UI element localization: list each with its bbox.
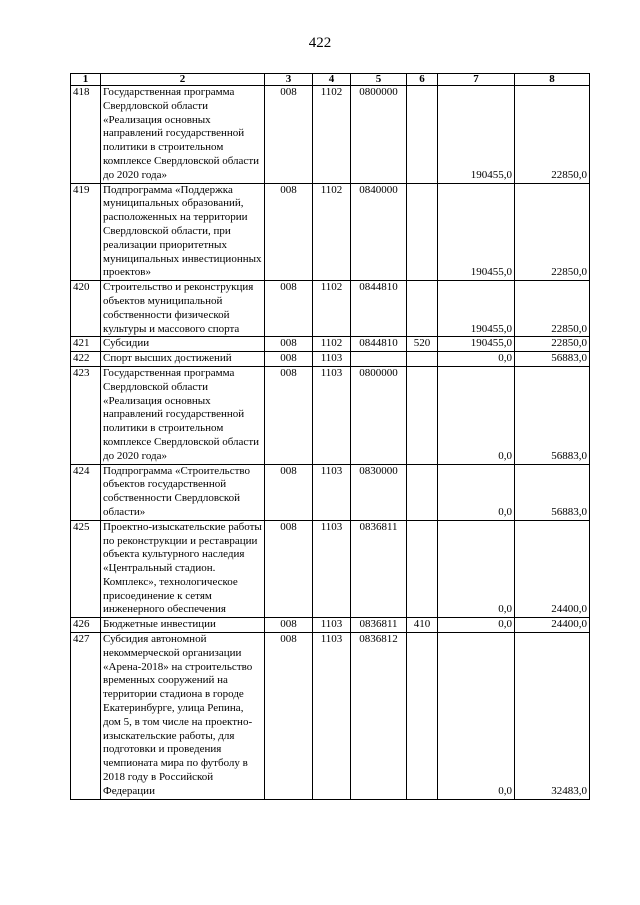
cell-col-8: 22850,0 xyxy=(515,86,590,184)
cell-item-name xyxy=(101,281,265,337)
cell-row-number: 420 xyxy=(71,281,101,337)
cell-item-name xyxy=(101,633,265,800)
item-name-line: до 2020 года» xyxy=(103,168,167,181)
cell-row-number: 427 xyxy=(71,633,101,800)
cell-col-4: 1103 xyxy=(313,633,351,800)
cell-col-4: 1102 xyxy=(313,183,351,281)
cell-col-8: 56883,0 xyxy=(515,366,590,464)
cell-row-number: 426 xyxy=(71,618,101,633)
item-name-line: Федерации xyxy=(103,784,155,797)
cell-col-8: 56883,0 xyxy=(515,464,590,520)
cell-col-5: 0830000 xyxy=(351,464,407,520)
item-name-line: комплексе Свердловской области xyxy=(103,154,260,167)
cell-col-6 xyxy=(407,281,438,337)
cell-col-4: 1103 xyxy=(313,366,351,464)
item-name-line: муниципальных образований, xyxy=(103,197,244,210)
table-row xyxy=(71,86,590,184)
item-name-line: собственности физической xyxy=(103,308,230,321)
table-row xyxy=(71,281,590,337)
cell-col-8: 22850,0 xyxy=(515,183,590,281)
table-row xyxy=(71,352,590,367)
item-name-line: собственности Свердловской xyxy=(103,492,241,505)
cell-col-7: 190455,0 xyxy=(438,281,515,337)
item-name-line: Екатеринбурге, улица Репина, xyxy=(103,702,244,715)
cell-col-3: 008 xyxy=(265,366,313,464)
header-col-6: 6 xyxy=(407,74,438,86)
item-name-line: Проектно-изыскательские работы xyxy=(103,520,262,533)
cell-col-4: 1102 xyxy=(313,281,351,337)
item-name-line: Спорт высших достижений xyxy=(103,352,232,365)
cell-col-3: 008 xyxy=(265,520,313,618)
item-name-line: территории стадиона в городе xyxy=(103,688,244,701)
cell-item-name xyxy=(101,618,265,633)
item-name-line: политики в строительном xyxy=(103,141,224,154)
cell-item-name xyxy=(101,183,265,281)
cell-col-3: 008 xyxy=(265,618,313,633)
item-name-line: по реконструкции и реставрации xyxy=(103,534,258,547)
cell-col-6 xyxy=(407,520,438,618)
cell-col-6 xyxy=(407,352,438,367)
table-row xyxy=(71,464,590,520)
header-col-1: 1 xyxy=(71,74,101,86)
cell-col-7: 0,0 xyxy=(438,464,515,520)
item-name-line: Свердловской области, при xyxy=(103,224,231,237)
header-col-8: 8 xyxy=(515,74,590,86)
cell-item-name xyxy=(101,464,265,520)
item-name-line: 2018 году в Российской xyxy=(103,771,214,784)
item-name-line: Комплекс», технологическое xyxy=(103,575,238,588)
cell-item-name xyxy=(101,352,265,367)
item-name-line: Субсидия автономной xyxy=(103,633,207,646)
table-row xyxy=(71,520,590,618)
cell-col-7: 0,0 xyxy=(438,618,515,633)
item-name-line: дом 5, в том числе на проектно- xyxy=(103,715,253,728)
cell-row-number: 418 xyxy=(71,86,101,184)
table-header xyxy=(71,74,590,86)
table-row xyxy=(71,633,590,800)
item-name-line: Субсидии xyxy=(103,337,150,350)
item-name-line: «Центральный стадион. xyxy=(103,562,216,575)
cell-col-7: 0,0 xyxy=(438,520,515,618)
item-name-line: до 2020 года» xyxy=(103,449,167,462)
cell-col-5: 0836812 xyxy=(351,633,407,800)
item-name-line: области» xyxy=(103,505,146,518)
cell-col-6: 520 xyxy=(407,337,438,352)
item-name-line: временных сооружений на xyxy=(103,674,228,687)
table-row xyxy=(71,366,590,464)
item-name-line: Свердловской области xyxy=(103,380,208,393)
item-name-line: муниципальных инвестиционных xyxy=(103,252,262,265)
table-row xyxy=(71,618,590,633)
cell-col-3: 008 xyxy=(265,633,313,800)
item-name-line: «Реализация основных xyxy=(103,394,211,407)
cell-col-6 xyxy=(407,464,438,520)
cell-col-8: 32483,0 xyxy=(515,633,590,800)
table-row xyxy=(71,183,590,281)
header-col-5: 5 xyxy=(351,74,407,86)
cell-col-5: 0844810 xyxy=(351,337,407,352)
cell-col-5 xyxy=(351,352,407,367)
cell-col-3: 008 xyxy=(265,281,313,337)
cell-item-name xyxy=(101,520,265,618)
cell-col-7: 190455,0 xyxy=(438,337,515,352)
cell-row-number: 424 xyxy=(71,464,101,520)
budget-table xyxy=(70,73,590,800)
item-name-line: Свердловской области xyxy=(103,99,208,112)
cell-row-number: 419 xyxy=(71,183,101,281)
table-body xyxy=(71,86,590,800)
cell-col-4: 1102 xyxy=(313,86,351,184)
item-name-line: культуры и массового спорта xyxy=(103,322,240,335)
cell-col-8: 24400,0 xyxy=(515,618,590,633)
item-name-line: чемпионата мира по футболу в xyxy=(103,757,248,770)
item-name-line: объектов муниципальной xyxy=(103,294,223,307)
cell-col-5: 0800000 xyxy=(351,366,407,464)
cell-col-3: 008 xyxy=(265,352,313,367)
header-col-2: 2 xyxy=(101,74,265,86)
cell-col-7: 190455,0 xyxy=(438,86,515,184)
cell-col-6 xyxy=(407,366,438,464)
item-name-line: проектов» xyxy=(103,266,151,279)
item-name-line: реализации приоритетных xyxy=(103,238,227,251)
cell-col-6 xyxy=(407,633,438,800)
header-row xyxy=(71,74,590,86)
cell-col-7: 0,0 xyxy=(438,633,515,800)
table-row xyxy=(71,337,590,352)
item-name-line: «Арена-2018» на строительство xyxy=(103,660,253,673)
cell-col-5: 0844810 xyxy=(351,281,407,337)
cell-item-name xyxy=(101,86,265,184)
cell-col-5: 0840000 xyxy=(351,183,407,281)
item-name-line: объектов государственной xyxy=(103,478,227,491)
cell-col-5: 0836811 xyxy=(351,520,407,618)
cell-col-4: 1103 xyxy=(313,520,351,618)
cell-col-8: 22850,0 xyxy=(515,337,590,352)
cell-col-7: 0,0 xyxy=(438,352,515,367)
cell-col-3: 008 xyxy=(265,337,313,352)
cell-col-7: 190455,0 xyxy=(438,183,515,281)
item-name-line: подготовки и проведения xyxy=(103,743,222,756)
cell-col-3: 008 xyxy=(265,86,313,184)
cell-col-8: 22850,0 xyxy=(515,281,590,337)
cell-col-6 xyxy=(407,183,438,281)
cell-row-number: 423 xyxy=(71,366,101,464)
item-name-line: Подпрограмма «Строительство xyxy=(103,464,251,477)
item-name-line: Строительство и реконструкция xyxy=(103,281,254,294)
item-name-line: «Реализация основных xyxy=(103,113,211,126)
cell-col-3: 008 xyxy=(265,464,313,520)
cell-col-6 xyxy=(407,86,438,184)
cell-row-number: 421 xyxy=(71,337,101,352)
item-name-line: Государственная программа xyxy=(103,86,235,98)
cell-col-6: 410 xyxy=(407,618,438,633)
page-number: 422 xyxy=(308,35,332,51)
item-name-line: расположенных на территории xyxy=(103,211,248,224)
cell-col-5: 0800000 xyxy=(351,86,407,184)
cell-col-4: 1103 xyxy=(313,352,351,367)
cell-row-number: 422 xyxy=(71,352,101,367)
item-name-line: направлений государственной xyxy=(103,408,245,421)
cell-col-4: 1103 xyxy=(313,464,351,520)
header-col-4: 4 xyxy=(313,74,351,86)
item-name-line: направлений государственной xyxy=(103,127,245,140)
item-name-line: некоммерческой организации xyxy=(103,646,242,659)
item-name-line: присоединение к сетям xyxy=(103,589,212,602)
item-name-line: Государственная программа xyxy=(103,366,235,379)
cell-col-5: 0836811 xyxy=(351,618,407,633)
cell-col-4: 1103 xyxy=(313,618,351,633)
cell-item-name xyxy=(101,366,265,464)
item-name-line: Бюджетные инвестиции xyxy=(103,618,216,631)
item-name-line: инженерного обеспечения xyxy=(103,603,226,616)
cell-col-8: 24400,0 xyxy=(515,520,590,618)
item-name-line: изыскательские работы, для xyxy=(103,729,235,742)
cell-row-number: 425 xyxy=(71,520,101,618)
cell-col-8: 56883,0 xyxy=(515,352,590,367)
item-name-line: комплексе Свердловской области xyxy=(103,435,260,448)
cell-item-name xyxy=(101,337,265,352)
header-col-3: 3 xyxy=(265,74,313,86)
cell-col-4: 1102 xyxy=(313,337,351,352)
item-name-line: объекта культурного наследия xyxy=(103,548,245,561)
header-col-7: 7 xyxy=(438,74,515,86)
cell-col-7: 0,0 xyxy=(438,366,515,464)
cell-col-3: 008 xyxy=(265,183,313,281)
item-name-line: политики в строительном xyxy=(103,422,224,435)
item-name-line: Подпрограмма «Поддержка xyxy=(103,183,233,196)
